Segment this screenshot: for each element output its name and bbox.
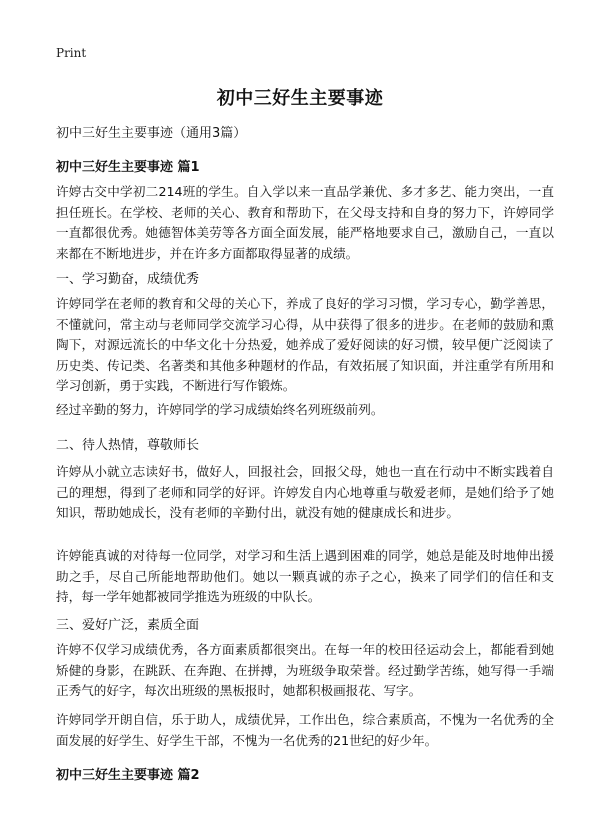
print-label: Print: [56, 46, 87, 60]
section-heading-2: 初中三好生主要事迹 篇2: [56, 768, 200, 783]
paragraph-result: 经过辛勤的努力，许婷同学的学习成绩始终名列班级前列。: [56, 402, 384, 417]
document-subtitle: 初中三好生主要事迹（通用3篇）: [56, 126, 247, 141]
paragraph-classmates: 许婷能真诚的对待每一位同学，对学习和生活上遇到困难的同学，她总是能及时地伸出援助之手，尽自己所能地帮助他们。她以一颗真诚的赤子之心，换来了同学们的信任和支持，每一学年她都被同学推选为班级的中队长。: [56, 548, 554, 604]
paragraph-study: 许婷同学在老师的教育和父母的关心下，养成了良好的学习习惯，学习专心，勤学善思，不懂就问，常主动与老师同学交流学习心得，从中获得了很多的进步。在老师的鼓励和熏陶下，对源远流长的中华文化十分热爱，她养成了爱好阅读的好习惯，较早便广泛阅读了历史类、传记类、名著类和其他多种题材的作品，有效拓展了知识面，并注重学有所用和学习创新，勇于实践，不断进行写作锻炼。: [56, 296, 554, 393]
paragraph-hobbies: 许婷不仅学习成绩优秀，各方面素质都很突出。在每一年的校田径运动会上，都能看到她矫健的身影，在跳跃、在奔跑、在拼搏，为班级争取荣誉。经过勤学苦练，她写得一手端正秀气的好字，每次出班级的黑板报时，她都积极画报花、写字。: [56, 642, 554, 698]
paragraph-summary: 许婷同学开朗自信，乐于助人，成绩优异，工作出色，综合素质高，不愧为一名优秀的全面发展的好学生、好学生干部，不愧为一名优秀的21世纪的好少年。: [56, 712, 554, 748]
subheading-study: 一、学习勤奋，成绩优秀: [56, 272, 200, 287]
subheading-hobbies: 三、爱好广泛，素质全面: [56, 618, 200, 633]
section-heading-1: 初中三好生主要事迹 篇1: [56, 160, 200, 175]
paragraph-respect: 许婷从小就立志读好书，做好人，回报社会，回报父母，她也一直在行动中不断实践着自己的理想，得到了老师和同学的好评。许婷发自内心地尊重与敬爱老师，是她们给予了她知识，帮助她成长，没有老师的辛勤付出，就没有她的健康成长和进步。: [56, 464, 554, 520]
document-title: 初中三好生主要事迹: [216, 88, 384, 109]
subheading-respect: 二、待人热情，尊敬师长: [56, 438, 200, 453]
paragraph-intro: 许婷古交中学初二214班的学生。自入学以来一直品学兼优、多才多艺、能力突出，一直担任班长。在学校、老师的关心、教育和帮助下，在父母支持和自身的努力下，许婷同学一直都很优秀。她德智体美劳等各方面全面发展，能严格地要求自己，激励自己，一直以来都在不断地进步，并在许多方面都取得显著的成绩。: [56, 184, 554, 261]
